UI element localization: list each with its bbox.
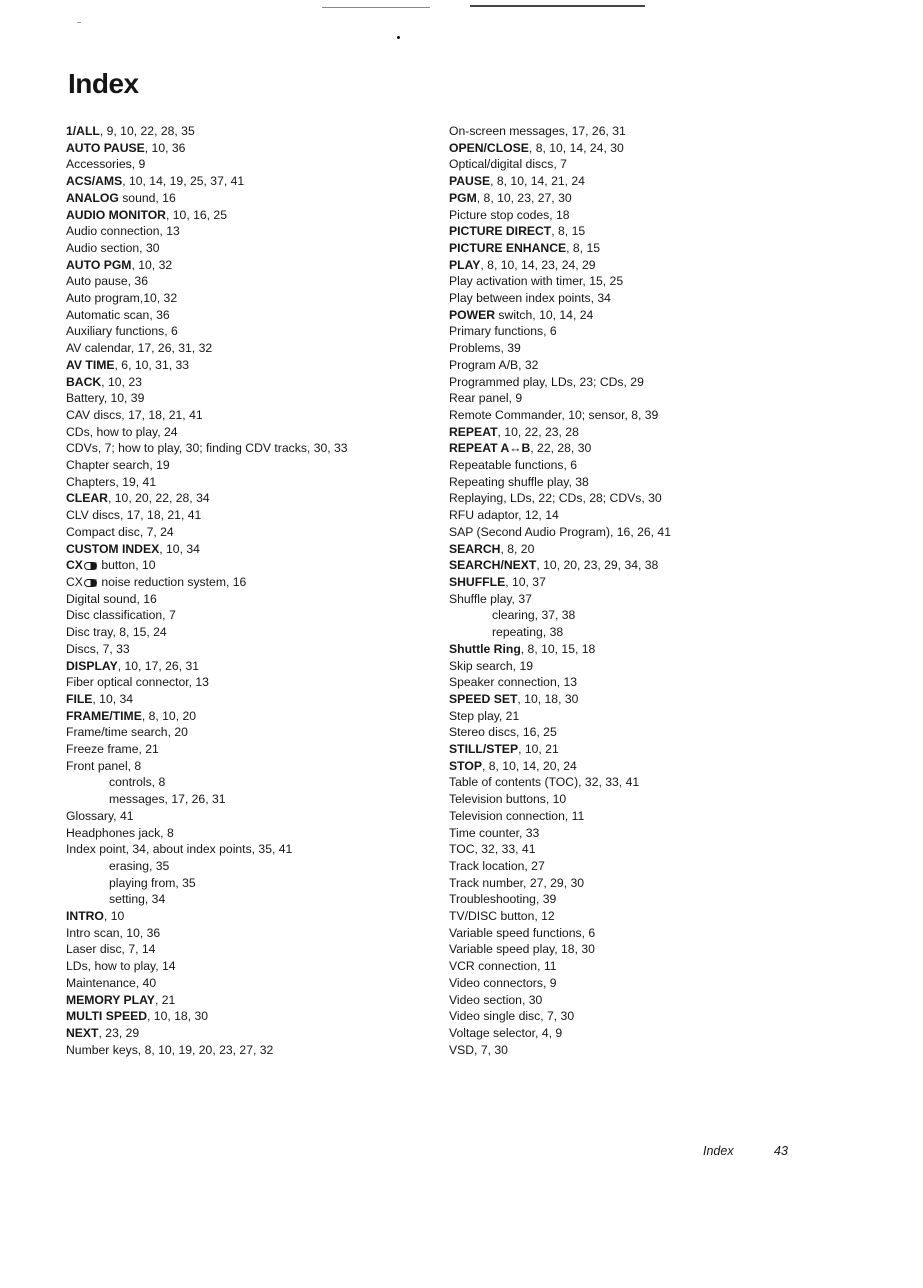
cx-logo-icon — [84, 562, 97, 570]
index-entry — [66, 273, 486, 290]
entry-keyword: FILE — [66, 691, 93, 706]
entry-text: , 10, 34 — [159, 541, 200, 556]
index-entry — [66, 941, 486, 958]
entry-text: Discs, 7, 33 — [66, 641, 130, 656]
entry-text: Picture stop codes, 18 — [449, 207, 570, 222]
entry-keyword: SPEED SET — [449, 691, 518, 706]
index-entry — [66, 741, 486, 758]
entry-text: Rear panel, 9 — [449, 391, 523, 406]
entry-text: RFU adaptor, 12, 14 — [449, 508, 559, 523]
index-entry — [449, 941, 869, 958]
entry-text: Voltage selector, 4, 9 — [449, 1025, 563, 1040]
entry-text: , 6, 10, 31, 33 — [114, 357, 190, 372]
index-entry — [449, 173, 869, 190]
entry-text: Variable speed play, 18, 30 — [449, 942, 595, 957]
index-entry — [449, 958, 869, 975]
entry-text: CAV discs, 17, 18, 21, 41 — [66, 407, 203, 422]
index-entry — [66, 641, 486, 658]
index-entry — [66, 457, 486, 474]
index-entry — [449, 240, 869, 257]
index-entry — [449, 741, 869, 758]
entry-text: Television buttons, 10 — [449, 792, 567, 807]
entry-text: VSD, 7, 30 — [449, 1042, 508, 1057]
entry-text: Automatic scan, 36 — [66, 307, 170, 322]
index-entry — [66, 758, 486, 775]
entry-text: , 8, 10, 15, 18 — [520, 641, 596, 656]
index-entry — [449, 474, 869, 491]
entry-text: Remote Commander, 10; sensor, 8, 39 — [449, 407, 659, 422]
entry-text: , 10, 23 — [101, 374, 142, 389]
entry-text: , 8, 20 — [500, 541, 535, 556]
entry-text: AV calendar, 17, 26, 31, 32 — [66, 341, 213, 356]
entry-text: , 23, 29 — [98, 1025, 140, 1040]
entry-text: Index point, 34, about index points, 35, 41 — [66, 842, 293, 857]
index-entry — [66, 357, 486, 374]
entry-text: switch, 10, 14, 24 — [495, 307, 594, 322]
index-entry — [449, 1008, 869, 1025]
index-entry — [449, 340, 869, 357]
entry-text: Primary functions, 6 — [449, 324, 557, 339]
index-entry — [66, 591, 486, 608]
entry-text: messages, 17, 26, 31 — [109, 792, 226, 807]
index-entry — [449, 374, 869, 391]
entry-text: LDs, how to play, 14 — [66, 959, 176, 974]
entry-text: Repeatable functions, 6 — [449, 458, 578, 473]
index-entry — [66, 908, 486, 925]
index-entry — [66, 958, 486, 975]
entry-text: Disc tray, 8, 15, 24 — [66, 625, 167, 640]
entry-keyword: ANALOG — [66, 190, 119, 205]
entry-text: , 10, 21 — [518, 742, 559, 757]
entry-text: Variable speed functions, 6 — [449, 925, 596, 940]
entry-text: button, 10 — [97, 558, 156, 573]
entry-text: Track number, 27, 29, 30 — [449, 875, 585, 890]
index-entry — [66, 374, 486, 391]
scan-dot — [397, 36, 400, 39]
entry-text: , 10, 32 — [131, 257, 173, 272]
index-entry — [66, 173, 486, 190]
index-subentry — [449, 607, 869, 624]
index-entry — [449, 257, 869, 274]
index-entry — [66, 223, 486, 240]
index-entry — [66, 340, 486, 357]
entry-text: , 10, 16, 25 — [165, 207, 227, 222]
entry-text: Time counter, 33 — [449, 825, 540, 840]
entry-keyword: INTRO — [66, 909, 104, 924]
index-entry — [449, 975, 869, 992]
entry-text: Number keys, 8, 10, 19, 20, 23, 27, 32 — [66, 1042, 274, 1057]
entry-text: , 10 — [103, 909, 125, 924]
entry-text: CDs, how to play, 24 — [66, 424, 178, 439]
entry-text: Optical/digital discs, 7 — [449, 157, 567, 172]
index-entry — [66, 323, 486, 340]
entry-keyword: AUDIO MONITOR — [66, 207, 166, 222]
entry-keyword: Shuttle Ring — [449, 641, 521, 656]
entry-text: , 21 — [154, 992, 176, 1007]
entry-text: Troubleshooting, 39 — [449, 892, 557, 907]
entry-text: Battery, 10, 39 — [66, 391, 145, 406]
entry-keyword: PAUSE — [449, 174, 491, 189]
page-number: 43 — [774, 1144, 788, 1158]
index-entry — [449, 524, 869, 541]
entry-text: Auto program,10, 32 — [66, 291, 178, 306]
index-entry — [66, 708, 486, 725]
entry-text: TOC, 32, 33, 41 — [449, 842, 536, 857]
index-entry — [449, 992, 869, 1009]
entry-text: , 8, 10, 14, 21, 24 — [490, 174, 585, 189]
entry-text: Glossary, 41 — [66, 808, 134, 823]
index-entry — [449, 841, 869, 858]
index-entry — [66, 925, 486, 942]
index-subentry — [449, 624, 869, 641]
entry-text: Step play, 21 — [449, 708, 520, 723]
entry-text: , 22, 28, 30 — [530, 441, 592, 456]
index-entry — [449, 641, 869, 658]
index-subentry — [66, 858, 486, 875]
entry-text: Headphones jack, 8 — [66, 825, 174, 840]
index-subentry — [66, 875, 486, 892]
entry-text: , 8, 15 — [551, 224, 586, 239]
entry-text: Chapters, 19, 41 — [66, 474, 157, 489]
entry-text: Digital sound, 16 — [66, 591, 157, 606]
entry-keyword: REPEAT — [449, 424, 498, 439]
entry-text: Programmed play, LDs, 23; CDs, 29 — [449, 374, 644, 389]
cx-logo-icon — [84, 579, 97, 587]
index-entry — [66, 290, 486, 307]
entry-keyword: AUTO PAUSE — [66, 140, 145, 155]
entry-text: Skip search, 19 — [449, 658, 534, 673]
entry-text: controls, 8 — [109, 775, 166, 790]
index-entry — [449, 207, 869, 224]
index-entry — [66, 190, 486, 207]
entry-text: , 8, 10, 14, 23, 24, 29 — [480, 257, 596, 272]
entry-text: Maintenance, 40 — [66, 975, 157, 990]
entry-keyword: PLAY — [449, 257, 481, 272]
entry-keyword: STILL/STEP — [449, 742, 519, 757]
entry-text: , 8, 10, 23, 27, 30 — [476, 190, 572, 205]
entry-text: Stereo discs, 16, 25 — [449, 725, 557, 740]
index-entry — [449, 1025, 869, 1042]
page-title: Index — [68, 68, 139, 99]
entry-text: setting, 34 — [109, 892, 166, 907]
entry-text: CLV discs, 17, 18, 21, 41 — [66, 508, 202, 523]
entry-text: , 10, 18, 30 — [517, 691, 579, 706]
index-entry — [66, 541, 486, 558]
index-entry — [449, 490, 869, 507]
index-entry — [66, 524, 486, 541]
entry-keyword: SEARCH/NEXT — [449, 558, 537, 573]
index-entry — [449, 190, 869, 207]
index-entry — [449, 925, 869, 942]
entry-text: playing from, 35 — [109, 875, 196, 890]
index-entry — [66, 658, 486, 675]
index-entry — [449, 457, 869, 474]
index-entry — [449, 424, 869, 441]
entry-text: Fiber optical connector, 13 — [66, 675, 209, 690]
entry-text: Speaker connection, 13 — [449, 675, 578, 690]
index-entry — [449, 407, 869, 424]
entry-text: Accessories, 9 — [66, 157, 146, 172]
index-entry — [66, 1025, 486, 1042]
index-entry — [449, 507, 869, 524]
index-entry — [449, 858, 869, 875]
index-entry — [66, 1008, 486, 1025]
entry-text: TV/DISC button, 12 — [449, 909, 555, 924]
entry-text: Intro scan, 10, 36 — [66, 925, 161, 940]
entry-text: , 10, 34 — [92, 691, 134, 706]
entry-text: , 8, 10, 20 — [141, 708, 197, 723]
index-entry — [66, 1042, 486, 1059]
entry-text: Problems, 39 — [449, 341, 521, 356]
entry-text: Laser disc, 7, 14 — [66, 942, 156, 957]
entry-text: Compact disc, 7, 24 — [66, 524, 174, 539]
index-entry — [66, 207, 486, 224]
entry-text: repeating, 38 — [492, 625, 564, 640]
entry-keyword: SEARCH — [449, 541, 501, 556]
index-entry — [449, 440, 869, 457]
entry-text: , 10, 17, 26, 31 — [117, 658, 200, 673]
entry-text: On-screen messages, 17, 26, 31 — [449, 124, 626, 138]
index-entry — [66, 825, 486, 842]
index-entry — [449, 140, 869, 157]
entry-keyword: POWER — [449, 307, 496, 322]
entry-text: sound, 16 — [118, 190, 176, 205]
index-entry — [449, 875, 869, 892]
index-entry — [449, 557, 869, 574]
entry-keyword: CLEAR — [66, 491, 108, 506]
index-entry — [66, 240, 486, 257]
index-entry — [449, 323, 869, 340]
index-entry — [449, 774, 869, 791]
index-subentry — [66, 891, 486, 908]
index-entry — [449, 825, 869, 842]
index-entry — [449, 390, 869, 407]
index-entry — [66, 607, 486, 624]
index-entry — [449, 658, 869, 675]
entry-text: Shuffle play, 37 — [449, 591, 532, 606]
index-entry — [66, 691, 486, 708]
entry-keyword: STOP — [449, 758, 482, 773]
entry-text: Audio connection, 13 — [66, 224, 180, 239]
index-entry — [66, 257, 486, 274]
entry-text: clearing, 37, 38 — [492, 608, 576, 623]
index-entry — [66, 140, 486, 157]
entry-text: Program A/B, 32 — [449, 357, 539, 372]
index-entry — [66, 841, 486, 858]
entry-text: , 10, 36 — [144, 140, 186, 155]
index-entry — [449, 541, 869, 558]
entry-prefix: CX — [66, 574, 83, 589]
entry-text: , 8, 10, 14, 20, 24 — [481, 758, 577, 773]
index-entry — [66, 574, 486, 591]
entry-keyword: ACS/AMS — [66, 174, 123, 189]
entry-text: Auto pause, 36 — [66, 274, 148, 289]
entry-keyword: BACK — [66, 374, 102, 389]
index-entry — [66, 724, 486, 741]
entry-text: Track location, 27 — [449, 858, 545, 873]
entry-text: Repeating shuffle play, 38 — [449, 474, 589, 489]
index-entry — [66, 992, 486, 1009]
entry-text: Front panel, 8 — [66, 758, 142, 773]
index-entry — [449, 1042, 869, 1059]
entry-text: Frame/time search, 20 — [66, 725, 188, 740]
entry-text: noise reduction system, 16 — [97, 574, 247, 589]
index-subentry — [66, 774, 486, 791]
entry-keyword: FRAME/TIME — [66, 708, 142, 723]
entry-text: Replaying, LDs, 22; CDs, 28; CDVs, 30 — [449, 491, 662, 506]
index-entry — [66, 557, 486, 574]
entry-text: Television connection, 11 — [449, 808, 585, 823]
index-column-right — [449, 123, 869, 1058]
entry-keyword: REPEAT A↔B — [449, 441, 531, 456]
index-entry — [449, 591, 869, 608]
entry-keyword: CX — [66, 558, 83, 573]
entry-text: Play activation with timer, 15, 25 — [449, 274, 624, 289]
entry-text: , 8, 15 — [566, 240, 601, 255]
entry-text: Play between index points, 34 — [449, 291, 611, 306]
index-entry — [449, 123, 869, 140]
index-entry — [66, 808, 486, 825]
index-entry — [449, 691, 869, 708]
entry-keyword: PICTURE DIRECT — [449, 224, 552, 239]
index-entry — [449, 156, 869, 173]
index-entry — [66, 474, 486, 491]
entry-text: , 8, 10, 14, 24, 30 — [528, 140, 624, 155]
header-rule-left — [322, 7, 430, 8]
index-subentry — [66, 791, 486, 808]
entry-text: Freeze frame, 21 — [66, 742, 159, 757]
index-entry — [66, 975, 486, 992]
entry-text: Audio section, 30 — [66, 240, 160, 255]
entry-keyword: AV TIME — [66, 357, 115, 372]
entry-keyword: MEMORY PLAY — [66, 992, 155, 1007]
entry-keyword: CUSTOM INDEX — [66, 541, 160, 556]
entry-keyword: NEXT — [66, 1025, 99, 1040]
index-entry — [449, 758, 869, 775]
index-entry — [66, 674, 486, 691]
footer-section-label: Index — [703, 1144, 734, 1158]
index-entry — [66, 407, 486, 424]
index-entry — [66, 390, 486, 407]
index-entry — [449, 357, 869, 374]
entry-text: Chapter search, 19 — [66, 458, 170, 473]
index-entry — [449, 307, 869, 324]
header-rule-right — [470, 5, 645, 7]
entry-text: , 10, 18, 30 — [147, 1009, 209, 1024]
entry-keyword: PGM — [449, 190, 477, 205]
index-entry — [66, 624, 486, 641]
index-entry — [66, 156, 486, 173]
entry-text: , 10, 14, 19, 25, 37, 41 — [122, 174, 245, 189]
entry-keyword: DISPLAY — [66, 658, 118, 673]
entry-keyword: AUTO PGM — [66, 257, 132, 272]
entry-text: Video connectors, 9 — [449, 975, 557, 990]
index-entry — [66, 123, 486, 140]
index-entry — [449, 273, 869, 290]
entry-text: Video section, 30 — [449, 992, 543, 1007]
index-entry — [66, 440, 486, 457]
index-entry — [449, 724, 869, 741]
entry-text: VCR connection, 11 — [449, 959, 557, 974]
entry-text: , 10, 22, 23, 28 — [497, 424, 579, 439]
index-entry — [449, 574, 869, 591]
index-entry — [66, 424, 486, 441]
entry-text: erasing, 35 — [109, 858, 170, 873]
index-entry — [449, 891, 869, 908]
index-entry — [449, 708, 869, 725]
entry-text: , 10, 37 — [505, 574, 546, 589]
entry-text: CDVs, 7; how to play, 30; finding CDV tracks, 30, 33 — [66, 441, 348, 456]
entry-keyword: OPEN/CLOSE — [449, 140, 529, 155]
entry-text: Auxiliary functions, 6 — [66, 324, 178, 339]
index-entry — [449, 908, 869, 925]
entry-text: , 10, 20, 23, 29, 34, 38 — [536, 558, 659, 573]
scan-mark — [77, 22, 81, 23]
entry-text: , 9, 10, 22, 28, 35 — [99, 124, 195, 138]
entry-text: Video single disc, 7, 30 — [449, 1009, 575, 1024]
index-entry — [449, 223, 869, 240]
entry-keyword: PICTURE ENHANCE — [449, 240, 567, 255]
entry-text: Table of contents (TOC), 32, 33, 41 — [449, 775, 640, 790]
entry-text: , 10, 20, 22, 28, 34 — [107, 491, 210, 506]
index-entry — [449, 808, 869, 825]
index-entry — [449, 674, 869, 691]
entry-text: Disc classification, 7 — [66, 608, 176, 623]
entry-keyword: 1/ALL — [66, 124, 100, 138]
index-entry — [66, 307, 486, 324]
entry-keyword: MULTI SPEED — [66, 1009, 148, 1024]
entry-text: SAP (Second Audio Program), 16, 26, 41 — [449, 524, 671, 539]
index-entry — [66, 507, 486, 524]
entry-keyword: SHUFFLE — [449, 574, 506, 589]
index-entry — [449, 290, 869, 307]
index-entry — [66, 490, 486, 507]
index-entry — [449, 791, 869, 808]
index-column-left — [66, 123, 486, 1058]
